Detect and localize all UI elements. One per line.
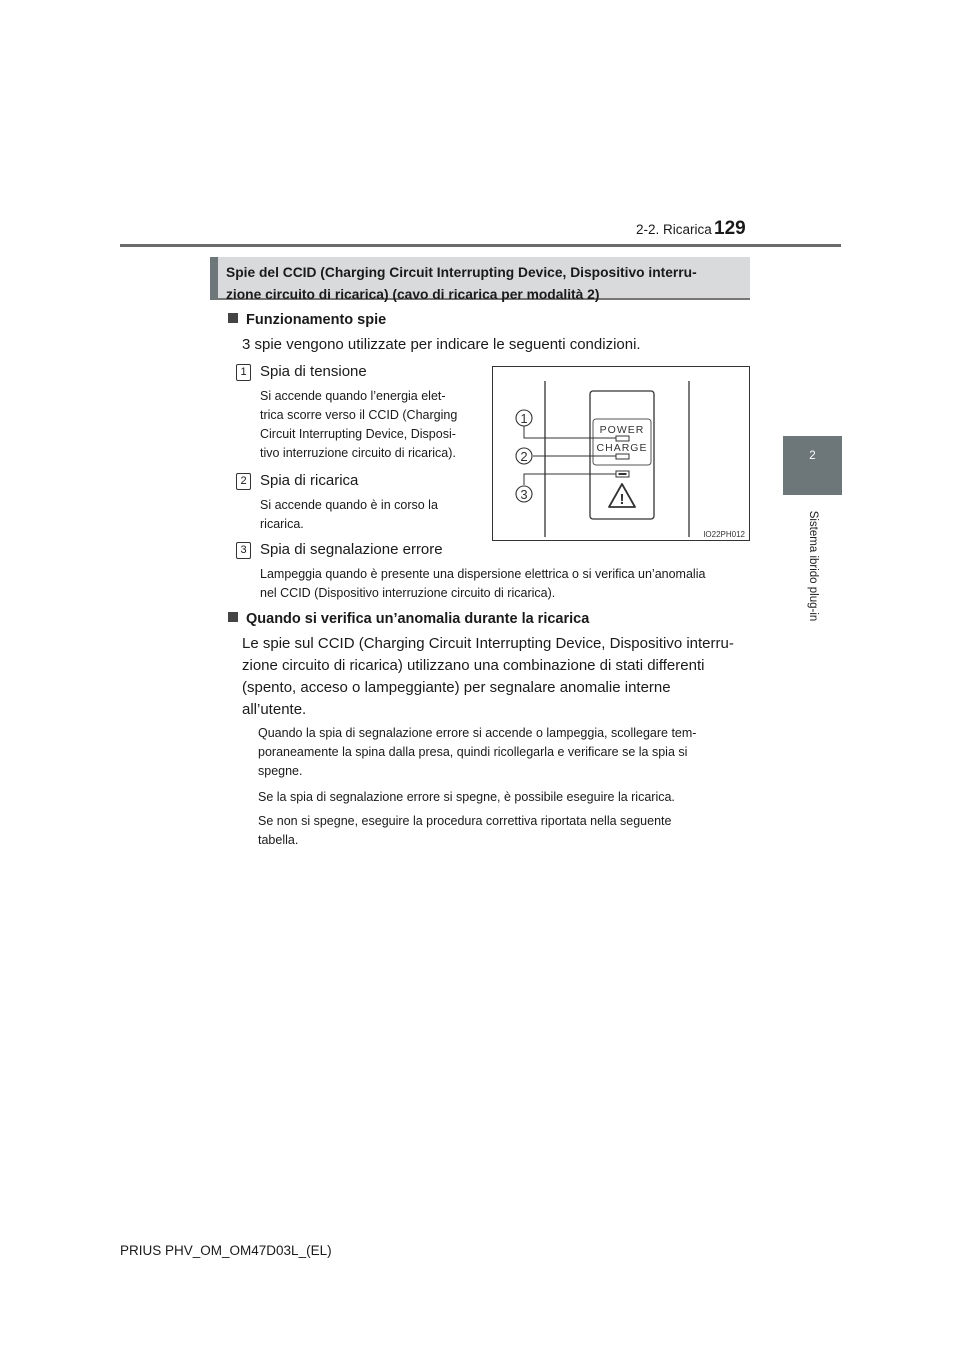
section-title-line-1: Spie del CCID (Charging Circuit Interrupting Device, Dispositivo interru- xyxy=(226,265,697,280)
anomaly-note-3: Se non si spegne, eseguire la procedura correttiva riportata nella seguente tabella. xyxy=(258,814,672,847)
chapter-tab xyxy=(783,436,842,495)
item-2-number-badge: 2 xyxy=(236,473,251,490)
square-bullet-icon xyxy=(228,612,238,622)
item-1-label: Spia di tensione xyxy=(260,363,367,380)
square-bullet-icon xyxy=(228,313,238,323)
item-3-description: Lampeggia quando è presente una dispersione elettrica o si verifica un’anomalia nel CCID (Dispositivo interruzione circuito di ricarica). xyxy=(260,567,706,600)
item-3-number-badge: 3 xyxy=(236,542,251,559)
item-3-label: Spia di segnalazione errore xyxy=(260,541,443,558)
ccid-indicator-figure xyxy=(492,366,750,541)
page-number: 129 xyxy=(714,218,746,239)
item-2-label: Spia di ricarica xyxy=(260,472,359,489)
callout-1-number: 1 xyxy=(520,411,528,426)
figure-code: IO22PH012 xyxy=(703,530,745,539)
anomaly-note-2: Se la spia di segnalazione errore si spegne, è possibile eseguire la ricarica. xyxy=(258,790,675,804)
subheading-anomaly-during-charging xyxy=(228,611,589,627)
chapter-title: Sistema ibrido plug-in xyxy=(807,510,819,622)
item-2-description: Si accende quando è in corso la ricarica. xyxy=(260,498,438,531)
subheading-text: Quando si verifica un’anomalia durante la ricarica xyxy=(246,611,590,627)
power-label: POWER xyxy=(599,424,645,436)
intro-text: 3 spie vengono utilizzate per indicare le seguenti condizioni. xyxy=(242,336,641,353)
callout-2-number: 2 xyxy=(520,449,528,464)
document-code-footer: PRIUS PHV_OM_OM47D03L_(EL) xyxy=(120,1243,332,1258)
section-breadcrumb: 2-2. Ricarica xyxy=(636,222,712,237)
subheading-text: Funzionamento spie xyxy=(246,312,387,328)
subheading-indicator-operation xyxy=(228,312,386,328)
anomaly-note-1: Quando la spia di segnalazione errore si accende o lampeggia, scollegare tem- poraneamente la spina dalla presa, quindi ricollegarla e verificare se la spia si spegne. xyxy=(258,726,697,778)
callout-3-number: 3 xyxy=(520,487,528,502)
anomaly-paragraph: Le spie sul CCID (Charging Circuit Interrupting Device, Dispositivo interru- zione circuito di ricarica) utilizzano una combinazione di stati differenti (spento, acceso o lampeggiante) per segnalare anomalie interne all’utente. xyxy=(242,635,734,718)
section-title xyxy=(210,257,750,300)
ccid-illustration xyxy=(493,367,749,540)
item-1-description: Si accende quando l’energia elet- trica scorre verso il CCID (Charging Circuit Interrupting Device, Disposi- tivo interruzione circuito di ricarica). xyxy=(260,389,458,460)
chapter-number: 2 xyxy=(809,450,816,462)
item-1-number-badge: 1 xyxy=(236,364,251,381)
charge-label: CHARGE xyxy=(596,442,648,454)
charge-indicator-lamp xyxy=(616,454,629,459)
warning-exclamation: ! xyxy=(619,491,625,508)
section-title-line-2: zione circuito di ricarica) (cavo di ricarica per modalità 2) xyxy=(226,287,600,302)
power-indicator-lamp xyxy=(616,436,629,441)
header-divider xyxy=(120,244,841,247)
